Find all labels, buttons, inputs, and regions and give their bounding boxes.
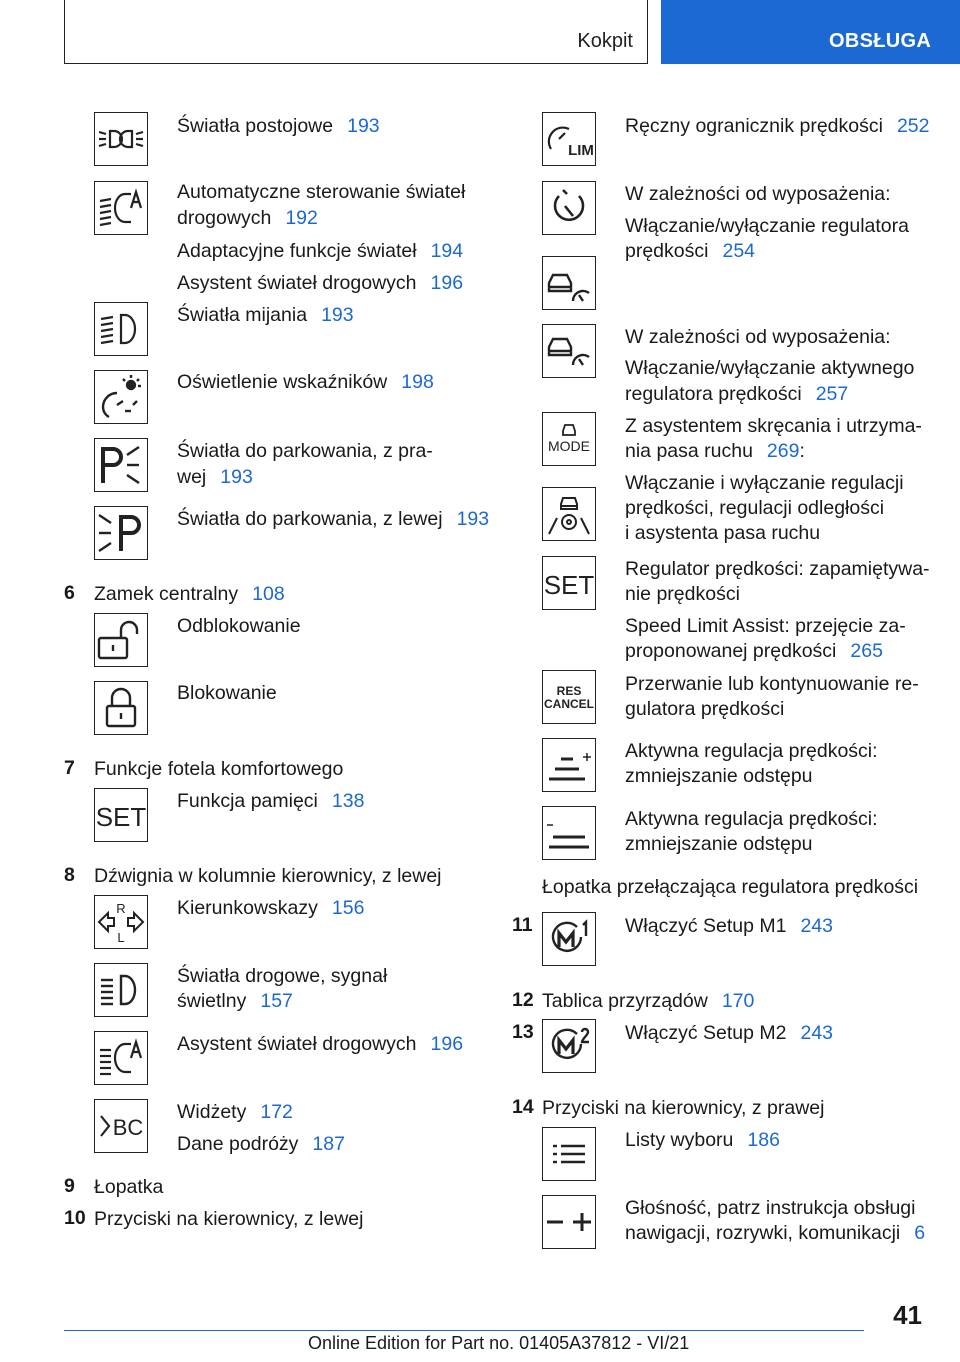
item-number: 14 xyxy=(512,1096,534,1118)
item-number: 6 xyxy=(64,582,75,604)
distance-minus-line1: Aktywna regulacja prędkości: xyxy=(625,808,878,830)
parking-lights-icon xyxy=(94,112,148,166)
lock-text: Blokowanie xyxy=(177,682,277,704)
header-tab[interactable] xyxy=(661,0,960,64)
acc-dependency-text: W zależności od wyposażenia: xyxy=(625,326,891,348)
volume-line2: nawigacji, rozrywki, komunikacji 6 xyxy=(625,1222,926,1244)
paddle-text: Łopatka xyxy=(94,1176,164,1198)
right-wheel-buttons-text: Przyciski na kierownicy, z prawej xyxy=(542,1097,825,1119)
auto-lights-line2: drogowych 192 xyxy=(177,207,318,229)
res-line1: Przerwanie lub kontynuowanie re- xyxy=(625,673,919,695)
distance-plus-icon xyxy=(542,738,596,792)
cruise-distance-icon xyxy=(542,256,596,310)
distance-plus-line1: Aktywna regulacja prędkości: xyxy=(625,740,878,762)
low-beam-icon xyxy=(94,302,148,356)
steer-line3: Włączanie i wyłączanie regulacji xyxy=(625,472,904,494)
page-ref-link[interactable]: 257 xyxy=(815,383,849,405)
footer-edition-text: Online Edition for Part no. 01405A37812 - VI/21 xyxy=(308,1333,690,1353)
page-ref-link[interactable]: 157 xyxy=(260,990,293,1012)
set-icon-label: SET xyxy=(95,802,147,832)
lane-assist-icon xyxy=(542,487,596,541)
item-number: 11 xyxy=(512,914,533,936)
distance-minus-line2: zmniejszanie odstępu xyxy=(625,833,813,855)
lim-icon-label: LIM xyxy=(568,142,594,159)
res-label: RES xyxy=(556,684,582,698)
cruise-control-icon xyxy=(542,181,596,235)
instrument-cluster-text: Tablica przyrządów 170 xyxy=(542,990,755,1012)
widgets-text: Widżety 172 xyxy=(177,1101,293,1123)
res-cancel-icon xyxy=(542,670,596,724)
speed-limiter-icon xyxy=(542,112,596,166)
bc-icon-label: BC xyxy=(112,1115,144,1140)
cruise-line1: Włączanie/wyłączanie regulatora xyxy=(625,215,909,237)
page-ref-link[interactable]: 198 xyxy=(401,371,434,393)
footer-divider xyxy=(64,1330,864,1331)
turn-right-letter: R xyxy=(116,901,126,916)
page-ref-link[interactable]: 193 xyxy=(321,304,354,326)
page-ref-link[interactable]: 156 xyxy=(331,897,365,919)
page-number: 41 xyxy=(893,1300,922,1330)
trip-data-text: Dane podróży 187 xyxy=(177,1133,345,1155)
acc-line1: Włączanie/wyłączanie aktywnego xyxy=(625,357,915,379)
set-speed-icon-label: SET xyxy=(543,570,595,600)
page-ref-link[interactable]: 254 xyxy=(722,240,756,262)
high-beam-assist-2-text: Asystent świateł drogowych 196 xyxy=(177,1033,464,1055)
adaptive-lights-text: Adaptacyjne funkcje świateł 194 xyxy=(177,240,464,262)
item-number: 8 xyxy=(64,864,75,886)
setup-m2-icon xyxy=(542,1019,596,1073)
set-speed-icon xyxy=(542,556,596,610)
page-ref-link[interactable]: 269 xyxy=(766,440,800,462)
page-ref-link[interactable]: 6 xyxy=(914,1222,926,1244)
page-ref-link[interactable]: 243 xyxy=(800,915,834,937)
page-ref-link[interactable]: 108 xyxy=(252,583,285,605)
seat-memory-text: Funkcja pamięci 138 xyxy=(177,790,365,812)
set-line3: Speed Limit Assist: przejęcie za- xyxy=(625,615,906,637)
auto-lights-icon xyxy=(94,181,148,235)
steer-line4: prędkości, regulacji odległości xyxy=(625,497,885,519)
lock-icon xyxy=(94,681,148,735)
page-ref-link[interactable]: 170 xyxy=(721,990,755,1012)
distance-plus-line2: zmniejszanie odstępu xyxy=(625,765,813,787)
mode-icon-label: MODE xyxy=(548,438,590,454)
distance-minus-icon xyxy=(542,806,596,860)
page-ref-link[interactable]: 193 xyxy=(456,508,490,530)
list-menu-icon xyxy=(542,1127,596,1181)
page-ref-link[interactable]: 196 xyxy=(430,272,464,294)
bc-widgets-icon xyxy=(94,1099,148,1153)
turn-left-letter: L xyxy=(117,930,125,945)
page-ref-link[interactable]: 193 xyxy=(347,115,380,137)
setup-m1-text: Włączyć Setup M1 243 xyxy=(625,915,834,937)
high-beam-assist-text: Asystent świateł drogowych 196 xyxy=(177,272,464,294)
item-number: 12 xyxy=(512,989,534,1011)
page-ref-link[interactable]: 252 xyxy=(896,115,930,137)
turn-signal-icon xyxy=(94,895,148,949)
header-section-box xyxy=(64,0,648,64)
header-section-title: Kokpit xyxy=(577,30,633,52)
speed-limiter-text: Ręczny ogranicznik prędkości 252 xyxy=(625,115,930,137)
steer-line1: Z asystentem skręcania i utrzyma- xyxy=(625,415,922,437)
setup-m2-text: Włączyć Setup M2 243 xyxy=(625,1022,834,1044)
page-ref-link[interactable]: 243 xyxy=(800,1022,834,1044)
turn-signal-text: Kierunkowskazy 156 xyxy=(177,897,365,919)
auto-lights-line1: Automatyczne sterowanie świateł xyxy=(177,181,466,203)
instrument-lighting-icon xyxy=(94,370,148,424)
parking-right-icon xyxy=(94,438,148,492)
parking-lights-text: Światła postojowe 193 xyxy=(177,115,380,137)
seat-memory-set-icon xyxy=(94,788,148,842)
high-beam-line2: świetlny 157 xyxy=(177,990,293,1012)
active-cruise-icon xyxy=(542,324,596,378)
volume-minus-plus-icon xyxy=(542,1195,596,1249)
high-beam-line1: Światła drogowe, sygnał xyxy=(177,965,388,987)
instrument-lighting-text: Oświetlenie wskaźników 198 xyxy=(177,371,434,393)
parking-left-text: Światła do parkowania, z lewej 193 xyxy=(177,508,490,530)
page-ref-link[interactable]: 187 xyxy=(312,1133,345,1155)
high-beam-assist-icon xyxy=(94,1031,148,1085)
res-line2: gulatora prędkości xyxy=(625,698,785,720)
set-line1: Regulator prędkości: zapamiętywa- xyxy=(625,558,930,580)
acc-line2: regulatora prędkości 257 xyxy=(625,383,849,405)
set-line2: nie prędkości xyxy=(625,583,740,605)
item-number: 9 xyxy=(64,1175,75,1197)
page-ref-link[interactable]: 265 xyxy=(850,640,883,662)
steer-line5: i asystenta pasa ruchu xyxy=(625,522,821,544)
low-beam-text: Światła mijania 193 xyxy=(177,304,354,326)
mode-icon xyxy=(542,412,596,466)
set-line4: proponowanej prędkości 265 xyxy=(625,640,883,662)
page-ref-link[interactable]: 192 xyxy=(285,207,318,229)
item-number: 7 xyxy=(64,757,75,779)
seat-functions-text: Funkcje fotela komfortowego xyxy=(94,758,344,780)
item-number: 13 xyxy=(512,1021,534,1043)
cruise-paddle-text: Łopatka przełączająca regulatora prędkości xyxy=(542,876,919,898)
unlock-text: Odblokowanie xyxy=(177,615,301,637)
cancel-label: CANCEL xyxy=(544,697,594,711)
parking-right-line2: wej 193 xyxy=(177,466,253,488)
page-ref-link[interactable]: 193 xyxy=(220,466,253,488)
central-lock-text: Zamek centralny 108 xyxy=(94,583,285,605)
page-ref-link[interactable]: 172 xyxy=(260,1101,293,1123)
page-ref-link[interactable]: 186 xyxy=(747,1129,780,1151)
parking-right-line1: Światła do parkowania, z pra- xyxy=(177,440,433,462)
page-ref-link[interactable]: 196 xyxy=(430,1033,464,1055)
cruise-dependency-text: W zależności od wyposażenia: xyxy=(625,183,891,205)
page-ref-link[interactable]: 194 xyxy=(430,240,464,262)
selection-lists-text: Listy wyboru 186 xyxy=(625,1129,780,1151)
setup-m1-icon xyxy=(542,912,596,966)
stalk-left-text: Dźwignia w kolumnie kierownicy, z lewej xyxy=(94,865,442,887)
steer-line2: nia pasa ruchu 269: xyxy=(625,440,805,462)
unlock-icon xyxy=(94,613,148,667)
high-beam-icon xyxy=(94,963,148,1017)
cruise-line2: prędkości 254 xyxy=(625,240,756,262)
parking-left-icon xyxy=(94,506,148,560)
page-ref-link[interactable]: 138 xyxy=(331,790,365,812)
volume-line1: Głośność, patrz instrukcja obsługi xyxy=(625,1197,916,1219)
item-number: 10 xyxy=(64,1207,86,1229)
header-tab-label: OBSŁUGA xyxy=(829,30,932,52)
left-wheel-buttons-text: Przyciski na kierownicy, z lewej xyxy=(94,1208,364,1230)
